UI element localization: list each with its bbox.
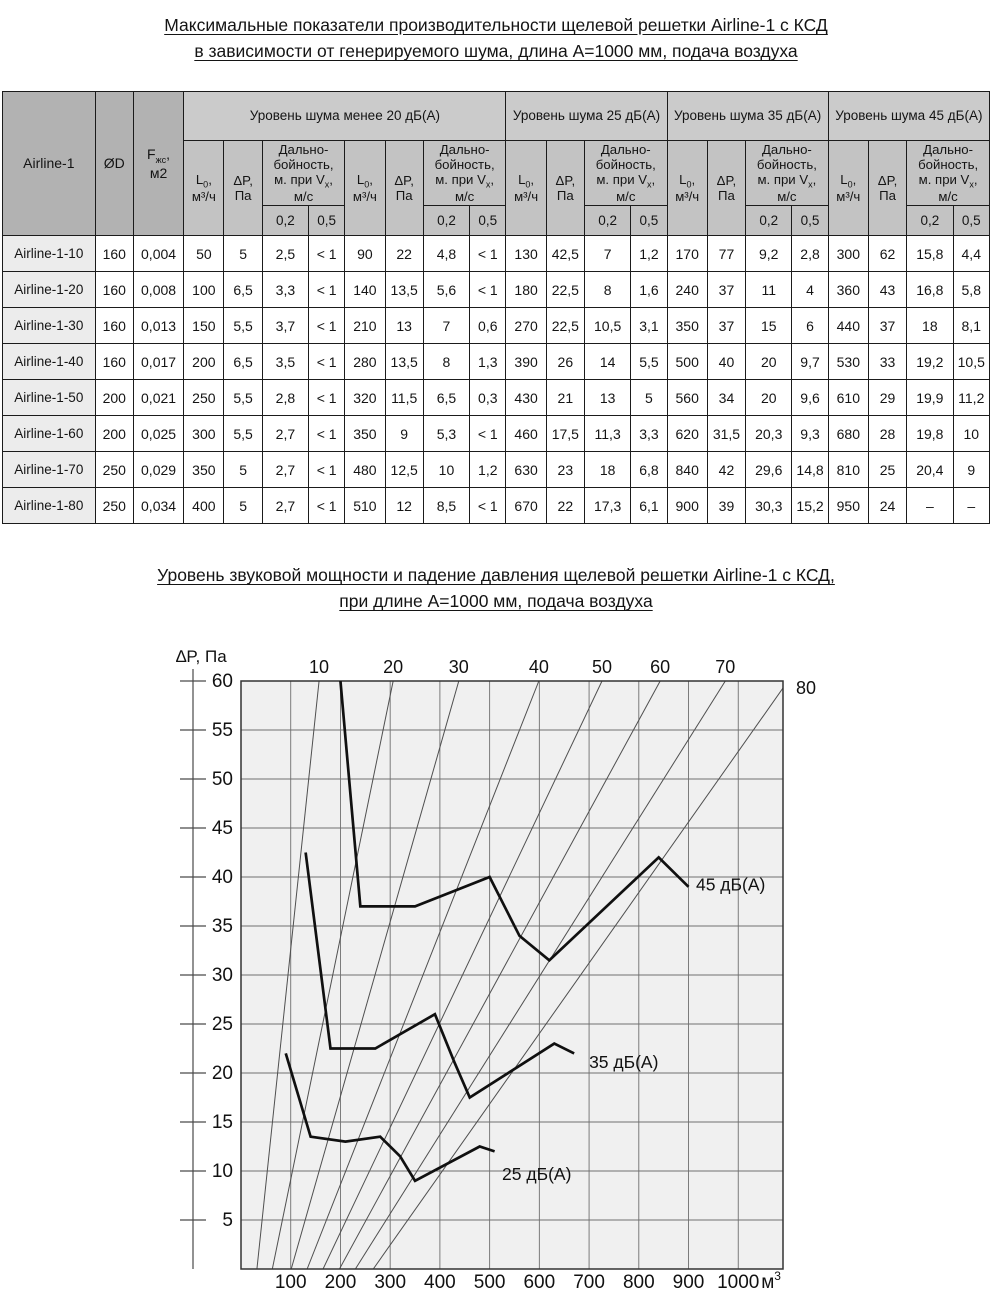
col-header-flow: $L_0$, м³/ч: [506, 140, 546, 236]
value-cell: 39: [707, 488, 745, 524]
value-cell: 15,2: [792, 488, 828, 524]
col-header-diameter: ØD: [95, 91, 133, 236]
model-name-cell: Airline-1-10: [3, 236, 96, 272]
col-header-v05: 0,5: [953, 206, 990, 236]
value-cell: 18: [584, 452, 630, 488]
value-cell: 13: [385, 308, 423, 344]
value-cell: < 1: [309, 344, 345, 380]
value-cell: 13,5: [385, 344, 423, 380]
y-tick-label: 25: [211, 1013, 233, 1035]
value-cell: 5,5: [224, 380, 262, 416]
value-cell: 7: [584, 236, 630, 272]
model-name-cell: Airline-1-80: [3, 488, 96, 524]
model-name-cell: Airline-1-20: [3, 272, 96, 308]
value-cell: 160: [95, 236, 133, 272]
value-cell: 5: [224, 488, 262, 524]
value-cell: 0,013: [133, 308, 183, 344]
value-cell: 33: [868, 344, 906, 380]
value-cell: 9: [385, 416, 423, 452]
value-cell: 950: [828, 488, 868, 524]
col-header-v02: 0,2: [262, 206, 308, 236]
x-tick-label: 600: [523, 1271, 556, 1292]
value-cell: 300: [828, 236, 868, 272]
value-cell: 19,2: [907, 344, 953, 380]
table-row: [3, 236, 990, 272]
value-cell: 2,8: [262, 380, 308, 416]
value-cell: 29: [868, 380, 906, 416]
value-cell: 43: [868, 272, 906, 308]
value-cell: 300: [184, 416, 224, 452]
col-header-throw: Дально- бойность, м. при $V_x$, м/с: [584, 140, 667, 206]
value-cell: 15: [746, 308, 792, 344]
value-cell: 680: [828, 416, 868, 452]
value-cell: 24: [868, 488, 906, 524]
chart-title: [24, 562, 968, 615]
noise-line-label: 80: [796, 677, 817, 698]
value-cell: 14,8: [792, 452, 828, 488]
value-cell: 1,2: [470, 452, 506, 488]
col-header-flow: $L_0$, м³/ч: [345, 140, 385, 236]
col-header-throw: Дально- бойность, м. при $V_x$, м/с: [746, 140, 829, 206]
value-cell: 22: [385, 236, 423, 272]
value-cell: < 1: [309, 416, 345, 452]
col-header-v02: 0,2: [907, 206, 953, 236]
value-cell: 15,8: [907, 236, 953, 272]
y-tick-label: 30: [211, 964, 233, 986]
col-header-throw: Дально- бойность, м. при $V_x$, м/с: [907, 140, 990, 206]
value-cell: 530: [828, 344, 868, 380]
value-cell: 9,3: [792, 416, 828, 452]
value-cell: 8,5: [423, 488, 469, 524]
value-cell: 170: [667, 236, 707, 272]
value-cell: 140: [345, 272, 385, 308]
y-tick-label: 60: [211, 670, 233, 692]
x-axis-unit: $м^3$: [761, 1268, 781, 1292]
value-cell: 22,5: [546, 272, 584, 308]
value-cell: 28: [868, 416, 906, 452]
value-cell: 350: [345, 416, 385, 452]
value-cell: 430: [506, 380, 546, 416]
noise-line-label: 60: [650, 656, 671, 677]
value-cell: 440: [828, 308, 868, 344]
x-tick-label: 500: [473, 1271, 506, 1292]
value-cell: 5,5: [224, 416, 262, 452]
value-cell: 26: [546, 344, 584, 380]
value-cell: 29,6: [746, 452, 792, 488]
col-header-v05: 0,5: [309, 206, 345, 236]
value-cell: 0,025: [133, 416, 183, 452]
value-cell: 350: [184, 452, 224, 488]
performance-table: [2, 91, 990, 525]
value-cell: 5,5: [224, 308, 262, 344]
noise-line-label: 10: [309, 656, 330, 677]
value-cell: 19,8: [907, 416, 953, 452]
table-row: [3, 452, 990, 488]
value-cell: 6,1: [631, 488, 667, 524]
value-cell: 13,5: [385, 272, 423, 308]
noise-line-label: 30: [448, 656, 469, 677]
x-tick-label: 100: [274, 1271, 307, 1292]
noise-group-header-3: Уровень шума 45 дБ(А): [828, 91, 989, 140]
value-cell: 0,004: [133, 236, 183, 272]
value-cell: 37: [707, 272, 745, 308]
value-cell: 670: [506, 488, 546, 524]
value-cell: 8,1: [953, 308, 990, 344]
y-tick-label: 20: [211, 1062, 233, 1084]
value-cell: 17,3: [584, 488, 630, 524]
value-cell: 0,3: [470, 380, 506, 416]
noise-group-header-2: Уровень шума 35 дБ(А): [667, 91, 828, 140]
table-title-line2: в зависимости от генерируемого шума, длина А=1000 мм, подача воздуха: [194, 41, 798, 62]
value-cell: 3,3: [262, 272, 308, 308]
x-tick-label: 400: [424, 1271, 456, 1292]
col-header-v02: 0,2: [584, 206, 630, 236]
value-cell: 4,4: [953, 236, 990, 272]
value-cell: 17,5: [546, 416, 584, 452]
value-cell: 3,3: [631, 416, 667, 452]
value-cell: 8: [584, 272, 630, 308]
value-cell: 6,5: [224, 272, 262, 308]
value-cell: < 1: [470, 488, 506, 524]
value-cell: 77: [707, 236, 745, 272]
value-cell: 30,3: [746, 488, 792, 524]
value-cell: 4,8: [423, 236, 469, 272]
chart-svg: [0, 631, 992, 1292]
value-cell: 1,2: [631, 236, 667, 272]
value-cell: 11,5: [385, 380, 423, 416]
col-header-pressure: ΔP, Па: [707, 140, 745, 236]
value-cell: 9,2: [746, 236, 792, 272]
table-title: [24, 12, 968, 65]
noise-group-header-0: Уровень шума менее 20 дБ(А): [184, 91, 506, 140]
y-tick-label: 35: [211, 915, 233, 937]
value-cell: 390: [506, 344, 546, 380]
col-header-flow: $L_0$, м³/ч: [667, 140, 707, 236]
model-name-cell: Airline-1-30: [3, 308, 96, 344]
value-cell: 250: [184, 380, 224, 416]
value-cell: < 1: [309, 236, 345, 272]
value-cell: < 1: [309, 488, 345, 524]
value-cell: 0,029: [133, 452, 183, 488]
col-header-throw: Дально- бойность, м. при $V_x$, м/с: [262, 140, 345, 206]
value-cell: < 1: [470, 236, 506, 272]
y-tick-label: 40: [211, 866, 233, 888]
value-cell: 3,5: [262, 344, 308, 380]
value-cell: 34: [707, 380, 745, 416]
col-header-flow: $L_0$, м³/ч: [184, 140, 224, 236]
value-cell: 9,7: [792, 344, 828, 380]
col-header-area: $F_{жс}$, м2: [133, 91, 183, 236]
noise-group-header-1: Уровень шума 25 дБ(А): [506, 91, 667, 140]
value-cell: 2,7: [262, 452, 308, 488]
value-cell: 14: [584, 344, 630, 380]
value-cell: 9: [953, 452, 990, 488]
value-cell: 400: [184, 488, 224, 524]
col-header-v05: 0,5: [470, 206, 506, 236]
value-cell: 16,8: [907, 272, 953, 308]
col-header-v05: 0,5: [631, 206, 667, 236]
value-cell: –: [953, 488, 990, 524]
value-cell: 10,5: [584, 308, 630, 344]
value-cell: < 1: [309, 380, 345, 416]
value-cell: 20,4: [907, 452, 953, 488]
value-cell: 10: [953, 416, 990, 452]
value-cell: 37: [868, 308, 906, 344]
model-name-cell: Airline-1-40: [3, 344, 96, 380]
value-cell: 0,034: [133, 488, 183, 524]
value-cell: 90: [345, 236, 385, 272]
value-cell: 11,3: [584, 416, 630, 452]
value-cell: 0,6: [470, 308, 506, 344]
value-cell: 5: [631, 380, 667, 416]
value-cell: 900: [667, 488, 707, 524]
table-row: [3, 344, 990, 380]
noise-line-label: 70: [715, 656, 736, 677]
value-cell: 510: [345, 488, 385, 524]
model-name-cell: Airline-1-60: [3, 416, 96, 452]
col-header-throw: Дально- бойность, м. при $V_x$, м/с: [423, 140, 506, 206]
value-cell: 360: [828, 272, 868, 308]
value-cell: 160: [95, 272, 133, 308]
value-cell: 40: [707, 344, 745, 380]
table-title-line1: Максимальные показатели производительности щелевой решетки Airline-1 с КСД: [164, 15, 828, 35]
value-cell: 2,7: [262, 488, 308, 524]
value-cell: 5,8: [953, 272, 990, 308]
model-name-cell: Airline-1-70: [3, 452, 96, 488]
x-tick-label: 200: [324, 1271, 357, 1292]
value-cell: 160: [95, 308, 133, 344]
value-cell: 200: [95, 416, 133, 452]
value-cell: 21: [546, 380, 584, 416]
col-header-flow: $L_0$, м³/ч: [828, 140, 868, 236]
value-cell: < 1: [309, 308, 345, 344]
value-cell: 240: [667, 272, 707, 308]
value-cell: 2,8: [792, 236, 828, 272]
value-cell: 270: [506, 308, 546, 344]
y-tick-label: 55: [211, 719, 233, 741]
col-header-v05: 0,5: [792, 206, 828, 236]
value-cell: < 1: [470, 416, 506, 452]
value-cell: 7: [423, 308, 469, 344]
series-label: 25 дБ(А): [502, 1163, 572, 1184]
value-cell: 31,5: [707, 416, 745, 452]
noise-line-label: 20: [383, 656, 404, 677]
y-tick-label: 5: [222, 1209, 233, 1231]
value-cell: 100: [184, 272, 224, 308]
x-tick-label: 900: [672, 1271, 705, 1292]
value-cell: 42,5: [546, 236, 584, 272]
x-tick-label: 300: [374, 1271, 407, 1292]
value-cell: 560: [667, 380, 707, 416]
value-cell: 5,5: [631, 344, 667, 380]
value-cell: 6,5: [224, 344, 262, 380]
value-cell: 0,008: [133, 272, 183, 308]
value-cell: < 1: [309, 272, 345, 308]
value-cell: 12,5: [385, 452, 423, 488]
noise-line-label: 40: [528, 656, 549, 677]
y-axis-title: ∆P, Па: [176, 646, 227, 666]
value-cell: 50: [184, 236, 224, 272]
value-cell: 1,6: [631, 272, 667, 308]
value-cell: 840: [667, 452, 707, 488]
table-row: [3, 488, 990, 524]
table-row: [3, 380, 990, 416]
datasheet-page: [0, 12, 992, 1297]
chart-title-line2: при длине А=1000 мм, подача воздуха: [339, 591, 653, 612]
sound-pressure-chart: [0, 631, 992, 1297]
col-header-v02: 0,2: [746, 206, 792, 236]
value-cell: 3,1: [631, 308, 667, 344]
value-cell: 62: [868, 236, 906, 272]
value-cell: 5,6: [423, 272, 469, 308]
header-row-groups: [3, 91, 990, 140]
value-cell: 350: [667, 308, 707, 344]
value-cell: 460: [506, 416, 546, 452]
value-cell: 180: [506, 272, 546, 308]
value-cell: 10: [423, 452, 469, 488]
value-cell: 620: [667, 416, 707, 452]
value-cell: 11,2: [953, 380, 990, 416]
series-label: 35 дБ(А): [589, 1051, 659, 1072]
value-cell: 3,7: [262, 308, 308, 344]
value-cell: 630: [506, 452, 546, 488]
col-header-model: Airline-1: [3, 91, 96, 236]
value-cell: 5: [224, 236, 262, 272]
y-tick-label: 45: [211, 817, 233, 839]
value-cell: 22,5: [546, 308, 584, 344]
chart-title-line1: Уровень звуковой мощности и падение давления щелевой решетки Airline-1 с КСД,: [157, 565, 835, 586]
value-cell: 810: [828, 452, 868, 488]
value-cell: 610: [828, 380, 868, 416]
model-name-cell: Airline-1-50: [3, 380, 96, 416]
value-cell: 9,6: [792, 380, 828, 416]
noise-line-label: 50: [591, 656, 613, 677]
value-cell: 4: [792, 272, 828, 308]
x-tick-label: 700: [573, 1271, 605, 1292]
value-cell: 6: [792, 308, 828, 344]
y-axis: [180, 669, 206, 1269]
table-row: [3, 272, 990, 308]
value-cell: 2,7: [262, 416, 308, 452]
value-cell: 12: [385, 488, 423, 524]
y-tick-label: 50: [211, 768, 233, 790]
value-cell: 160: [95, 344, 133, 380]
value-cell: < 1: [309, 452, 345, 488]
table-row: [3, 416, 990, 452]
value-cell: 20: [746, 380, 792, 416]
value-cell: 500: [667, 344, 707, 380]
value-cell: < 1: [470, 272, 506, 308]
value-cell: 8: [423, 344, 469, 380]
y-tick-label: 15: [211, 1111, 233, 1133]
value-cell: 210: [345, 308, 385, 344]
y-tick-label: 10: [211, 1160, 233, 1182]
value-cell: 0,017: [133, 344, 183, 380]
value-cell: 23: [546, 452, 584, 488]
col-header-pressure: ΔP, Па: [385, 140, 423, 236]
value-cell: 5,3: [423, 416, 469, 452]
x-tick-label: 800: [622, 1271, 655, 1292]
value-cell: 11: [746, 272, 792, 308]
value-cell: 22: [546, 488, 584, 524]
value-cell: 13: [584, 380, 630, 416]
value-cell: 0,021: [133, 380, 183, 416]
value-cell: 250: [95, 452, 133, 488]
value-cell: 20,3: [746, 416, 792, 452]
value-cell: 37: [707, 308, 745, 344]
value-cell: 320: [345, 380, 385, 416]
col-header-pressure: ΔP, Па: [868, 140, 906, 236]
value-cell: 18: [907, 308, 953, 344]
value-cell: 200: [95, 380, 133, 416]
value-cell: 5: [224, 452, 262, 488]
value-cell: 150: [184, 308, 224, 344]
value-cell: 42: [707, 452, 745, 488]
col-header-pressure: ΔP, Па: [546, 140, 584, 236]
value-cell: 10,5: [953, 344, 990, 380]
series-label: 45 дБ(А): [695, 874, 766, 895]
col-header-pressure: ΔP, Па: [224, 140, 262, 236]
value-cell: 2,5: [262, 236, 308, 272]
value-cell: 20: [746, 344, 792, 380]
x-tick-label: 1000: [717, 1271, 760, 1292]
table-row: [3, 308, 990, 344]
value-cell: –: [907, 488, 953, 524]
value-cell: 200: [184, 344, 224, 380]
col-header-v02: 0,2: [423, 206, 469, 236]
value-cell: 1,3: [470, 344, 506, 380]
value-cell: 130: [506, 236, 546, 272]
value-cell: 280: [345, 344, 385, 380]
value-cell: 480: [345, 452, 385, 488]
value-cell: 6,5: [423, 380, 469, 416]
value-cell: 6,8: [631, 452, 667, 488]
value-cell: 250: [95, 488, 133, 524]
value-cell: 19,9: [907, 380, 953, 416]
value-cell: 25: [868, 452, 906, 488]
